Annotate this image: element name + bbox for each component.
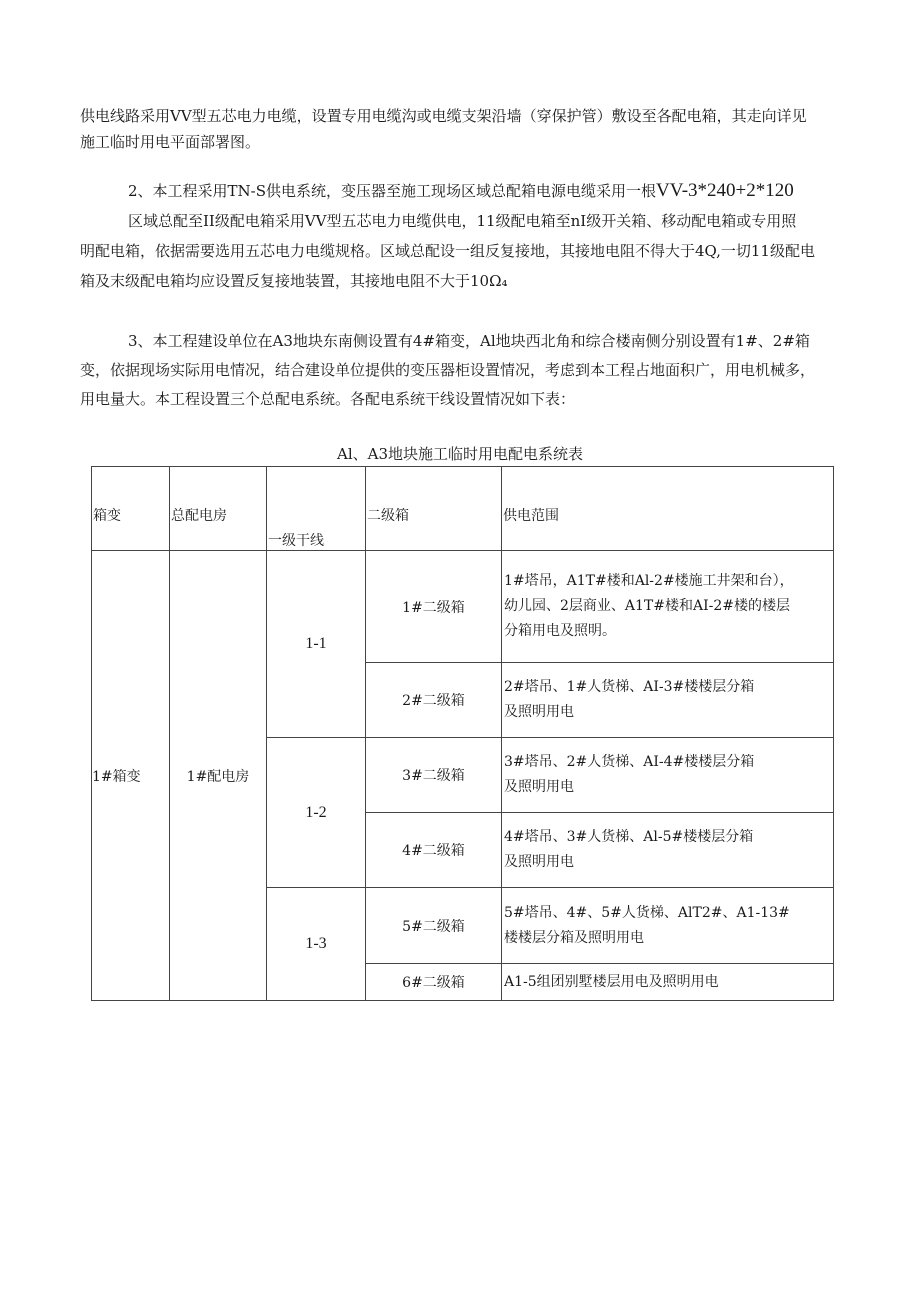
paragraph-3-line-1-text: 本工程建设单位在A3地块东南侧设置有4#箱变，Al地块西北角和综合楼南侧分别设置有1#、2#箱 [152, 332, 810, 350]
paragraph-3-number: 3、 [128, 332, 153, 350]
secondary-box-cell: 1#二级箱 [366, 551, 502, 663]
secondary-box-cell: 3#二级箱 [366, 738, 502, 813]
supply-range-cell: 1#塔吊，A1T#楼和Al-2#楼施工井架和台）， 幼儿园、2层商业、A1T#楼和AI-2#楼的楼层 分箱用电及照明。 [502, 551, 834, 663]
paragraph-2-number: 2、 [128, 182, 153, 200]
secondary-box-cell: 5#二级箱 [366, 888, 502, 964]
table-row [92, 551, 834, 663]
trunk-cell: 1-2 [267, 738, 366, 888]
secondary-box-cell: 2#二级箱 [366, 663, 502, 738]
header-supply-range: 供电范围 [502, 467, 834, 551]
trunk-cell: 1-3 [267, 888, 366, 1001]
header-main-room: 总配电房 [170, 467, 267, 551]
header-trunk: 一级干线 [267, 467, 366, 551]
paragraph-3-line-2: 变，依据现场实际用电情况，结合建设单位提供的变压器柜设置情况，考虑到本工程占地面积广，用电机械多， [80, 361, 816, 379]
paragraph-1 [80, 103, 850, 155]
paragraph-3 [80, 328, 850, 412]
secondary-box-cell: 4#二级箱 [366, 813, 502, 888]
supply-range-cell: 4#塔吊、3#人货梯、Al-5#楼楼层分箱 及照明用电 [502, 813, 834, 888]
paragraph-2-line-4: 箱及末级配电箱均应设置反复接地装置，其接地电阻不大于10Ω₄ [80, 272, 508, 290]
paragraph-3-line-1 [80, 328, 850, 354]
paragraph-3-line-3: 用电量大。本工程设置三个总配电系统。各配电系统干线设置情况如下表： [80, 390, 576, 408]
paragraph-2-line-2: 区域总配至II级配电箱采用VV型五芯电力电缆供电，11级配电箱至nI级开关箱、移动配电箱或专用照 [128, 212, 797, 230]
supply-range-cell: 2#塔吊、1#人货梯、AI-3#楼楼层分箱 及照明用电 [502, 663, 834, 738]
paragraph-1-line-2: 施工临时用电平面部署图。 [80, 133, 261, 151]
paragraph-1-line-1: 供电线路采用VV型五芯电力电缆，设置专用电缆沟或电缆支架沿墙（穿保护管）敷设至各配电箱，其走向详见 [80, 107, 807, 125]
distribution-system-table [91, 466, 834, 1001]
supply-range-cell: 5#塔吊、4#、5#人货梯、AlT2#、A1-13# 楼楼层分箱及照明用电 [502, 888, 834, 964]
header-secondary-box: 二级箱 [366, 467, 502, 551]
table-caption: Al、A3地块施工临时用电配电系统表 [336, 445, 583, 463]
cable-spec: VV-3*240+2*120 [656, 180, 794, 201]
paragraph-2 [80, 178, 850, 294]
main-room-cell: 1#配电房 [170, 551, 267, 1001]
header-box-transformer: 箱变 [92, 467, 170, 551]
secondary-box-cell: 6#二级箱 [366, 964, 502, 1001]
supply-range-cell: A1-5组团别墅楼层用电及照明用电 [502, 964, 834, 1001]
trunk-cell: 1-1 [267, 551, 366, 738]
paragraph-2-line-3: 明配电箱，依据需要选用五芯电力电缆规格。区域总配设一组反复接地，其接地电阻不得大于4Q,一切11级配电 [80, 242, 815, 260]
box-transformer-cell: 1#箱变 [92, 551, 170, 1001]
paragraph-2-line-1-text: 本工程采用TN-S供电系统，变压器至施工现场区域总配箱电源电缆采用一根 [152, 182, 657, 200]
supply-range-cell: 3#塔吊、2#人货梯、AI-4#楼楼层分箱 及照明用电 [502, 738, 834, 813]
paragraph-2-line-1 [80, 178, 850, 204]
table-header-row [92, 467, 834, 551]
